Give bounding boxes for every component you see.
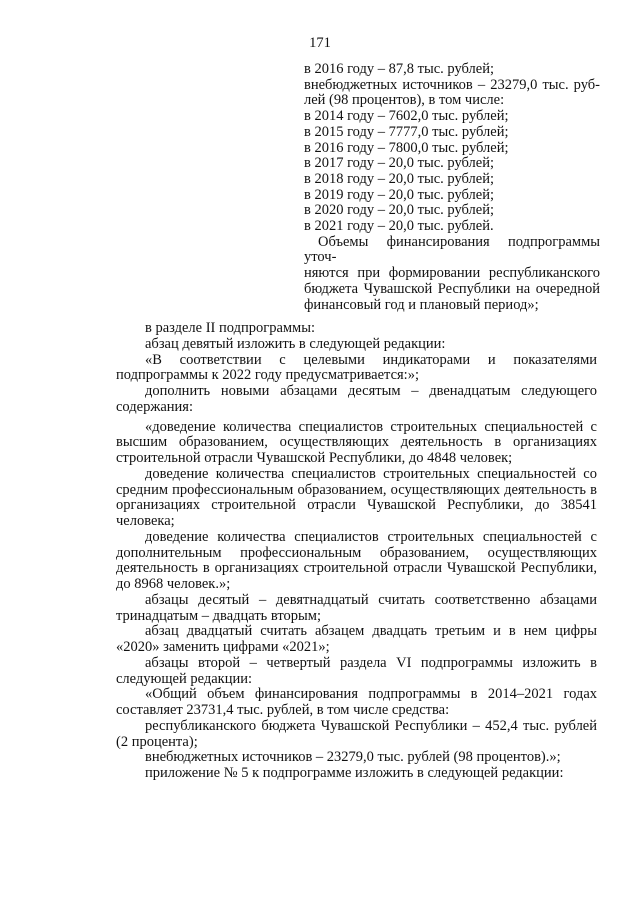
paragraph: «В соответствии с целевыми индикаторами и показателями подпрограммы к 2022 году предусматривается:»;: [116, 351, 597, 384]
funding-line: няются при формировании республиканского: [304, 265, 600, 282]
paragraph: в разделе II подпрограммы:: [145, 320, 315, 336]
funding-line: лей (98 процентов), в том числе:: [304, 92, 505, 109]
page-number: 171: [309, 35, 331, 51]
funding-line: внебюджетных источников – 23279,0 тыс. руб-: [304, 76, 600, 93]
paragraph: приложение № 5 к подпрограмме изложить в следующей редакции:: [145, 765, 564, 781]
paragraph: доведение количества специалистов строительных специальностей с дополнительным профессиональным образованием, осуществляющих деятельность в организациях строительной отрасли Чувашской Республики, до 8968 человек.»;: [116, 528, 597, 592]
funding-line: в 2018 году – 20,0 тыс. рублей;: [304, 170, 495, 187]
amendments-body: [116, 321, 597, 782]
paragraph: внебюджетных источников – 23279,0 тыс. рублей (98 процентов).»;: [145, 749, 561, 766]
funding-line: в 2019 году – 20,0 тыс. рублей;: [304, 186, 495, 203]
funding-line: в 2016 году – 87,8 тыс. рублей;: [304, 61, 495, 77]
paragraph: доведение количества специалистов строительных специальностей со средним профессиональным образованием, осуществляющих деятельность в организациях строительной отрасли Чувашской Республики, до 38541 человека;: [116, 465, 597, 529]
paragraph: «доведение количества специалистов строительных специальностей с высшим образованием, осуществляющих деятельность в организациях строительной отрасли Чувашской Республики, до 4848 человек;: [116, 418, 597, 466]
paragraph: абзац девятый изложить в следующей редакции:: [145, 335, 446, 352]
funding-line: в 2014 году – 7602,0 тыс. рублей;: [304, 108, 509, 125]
funding-line: финансовый год и плановый период»;: [304, 296, 539, 313]
funding-line: в 2016 году – 7800,0 тыс. рублей;: [304, 139, 509, 156]
funding-line: в 2020 году – 20,0 тыс. рублей;: [304, 202, 495, 219]
paragraph: абзацы десятый – девятнадцатый считать соответственно абзацами тринадцатым – двадцать вторым;: [116, 591, 597, 624]
paragraph: дополнить новыми абзацами десятым – двенадцатым следующего содержания:: [116, 383, 597, 415]
funding-line: в 2017 году – 20,0 тыс. рублей;: [304, 155, 495, 172]
funding-line: в 2021 году – 20,0 тыс. рублей.: [304, 218, 494, 235]
paragraph: республиканского бюджета Чувашской Республики – 452,4 тыс. рублей (2 процента);: [116, 717, 597, 750]
funding-summary-block: [304, 62, 600, 313]
paragraph: абзацы второй – четвертый раздела VI подпрограммы изложить в следующей редакции:: [116, 654, 597, 687]
funding-line: Объемы финансирования подпрограммы уточ-: [304, 233, 600, 266]
paragraph: «Общий объем финансирования подпрограммы в 2014–2021 годах составляет 23731,4 тыс. рублей, в том числе средства:: [116, 686, 597, 718]
funding-line: бюджета Чувашской Республики на очередной: [304, 280, 600, 297]
funding-line: в 2015 году – 7777,0 тыс. рублей;: [304, 123, 509, 140]
paragraph: абзац двадцатый считать абзацем двадцать третьим и в нем цифры «2020» заменить цифрами «2021»;: [116, 623, 597, 655]
